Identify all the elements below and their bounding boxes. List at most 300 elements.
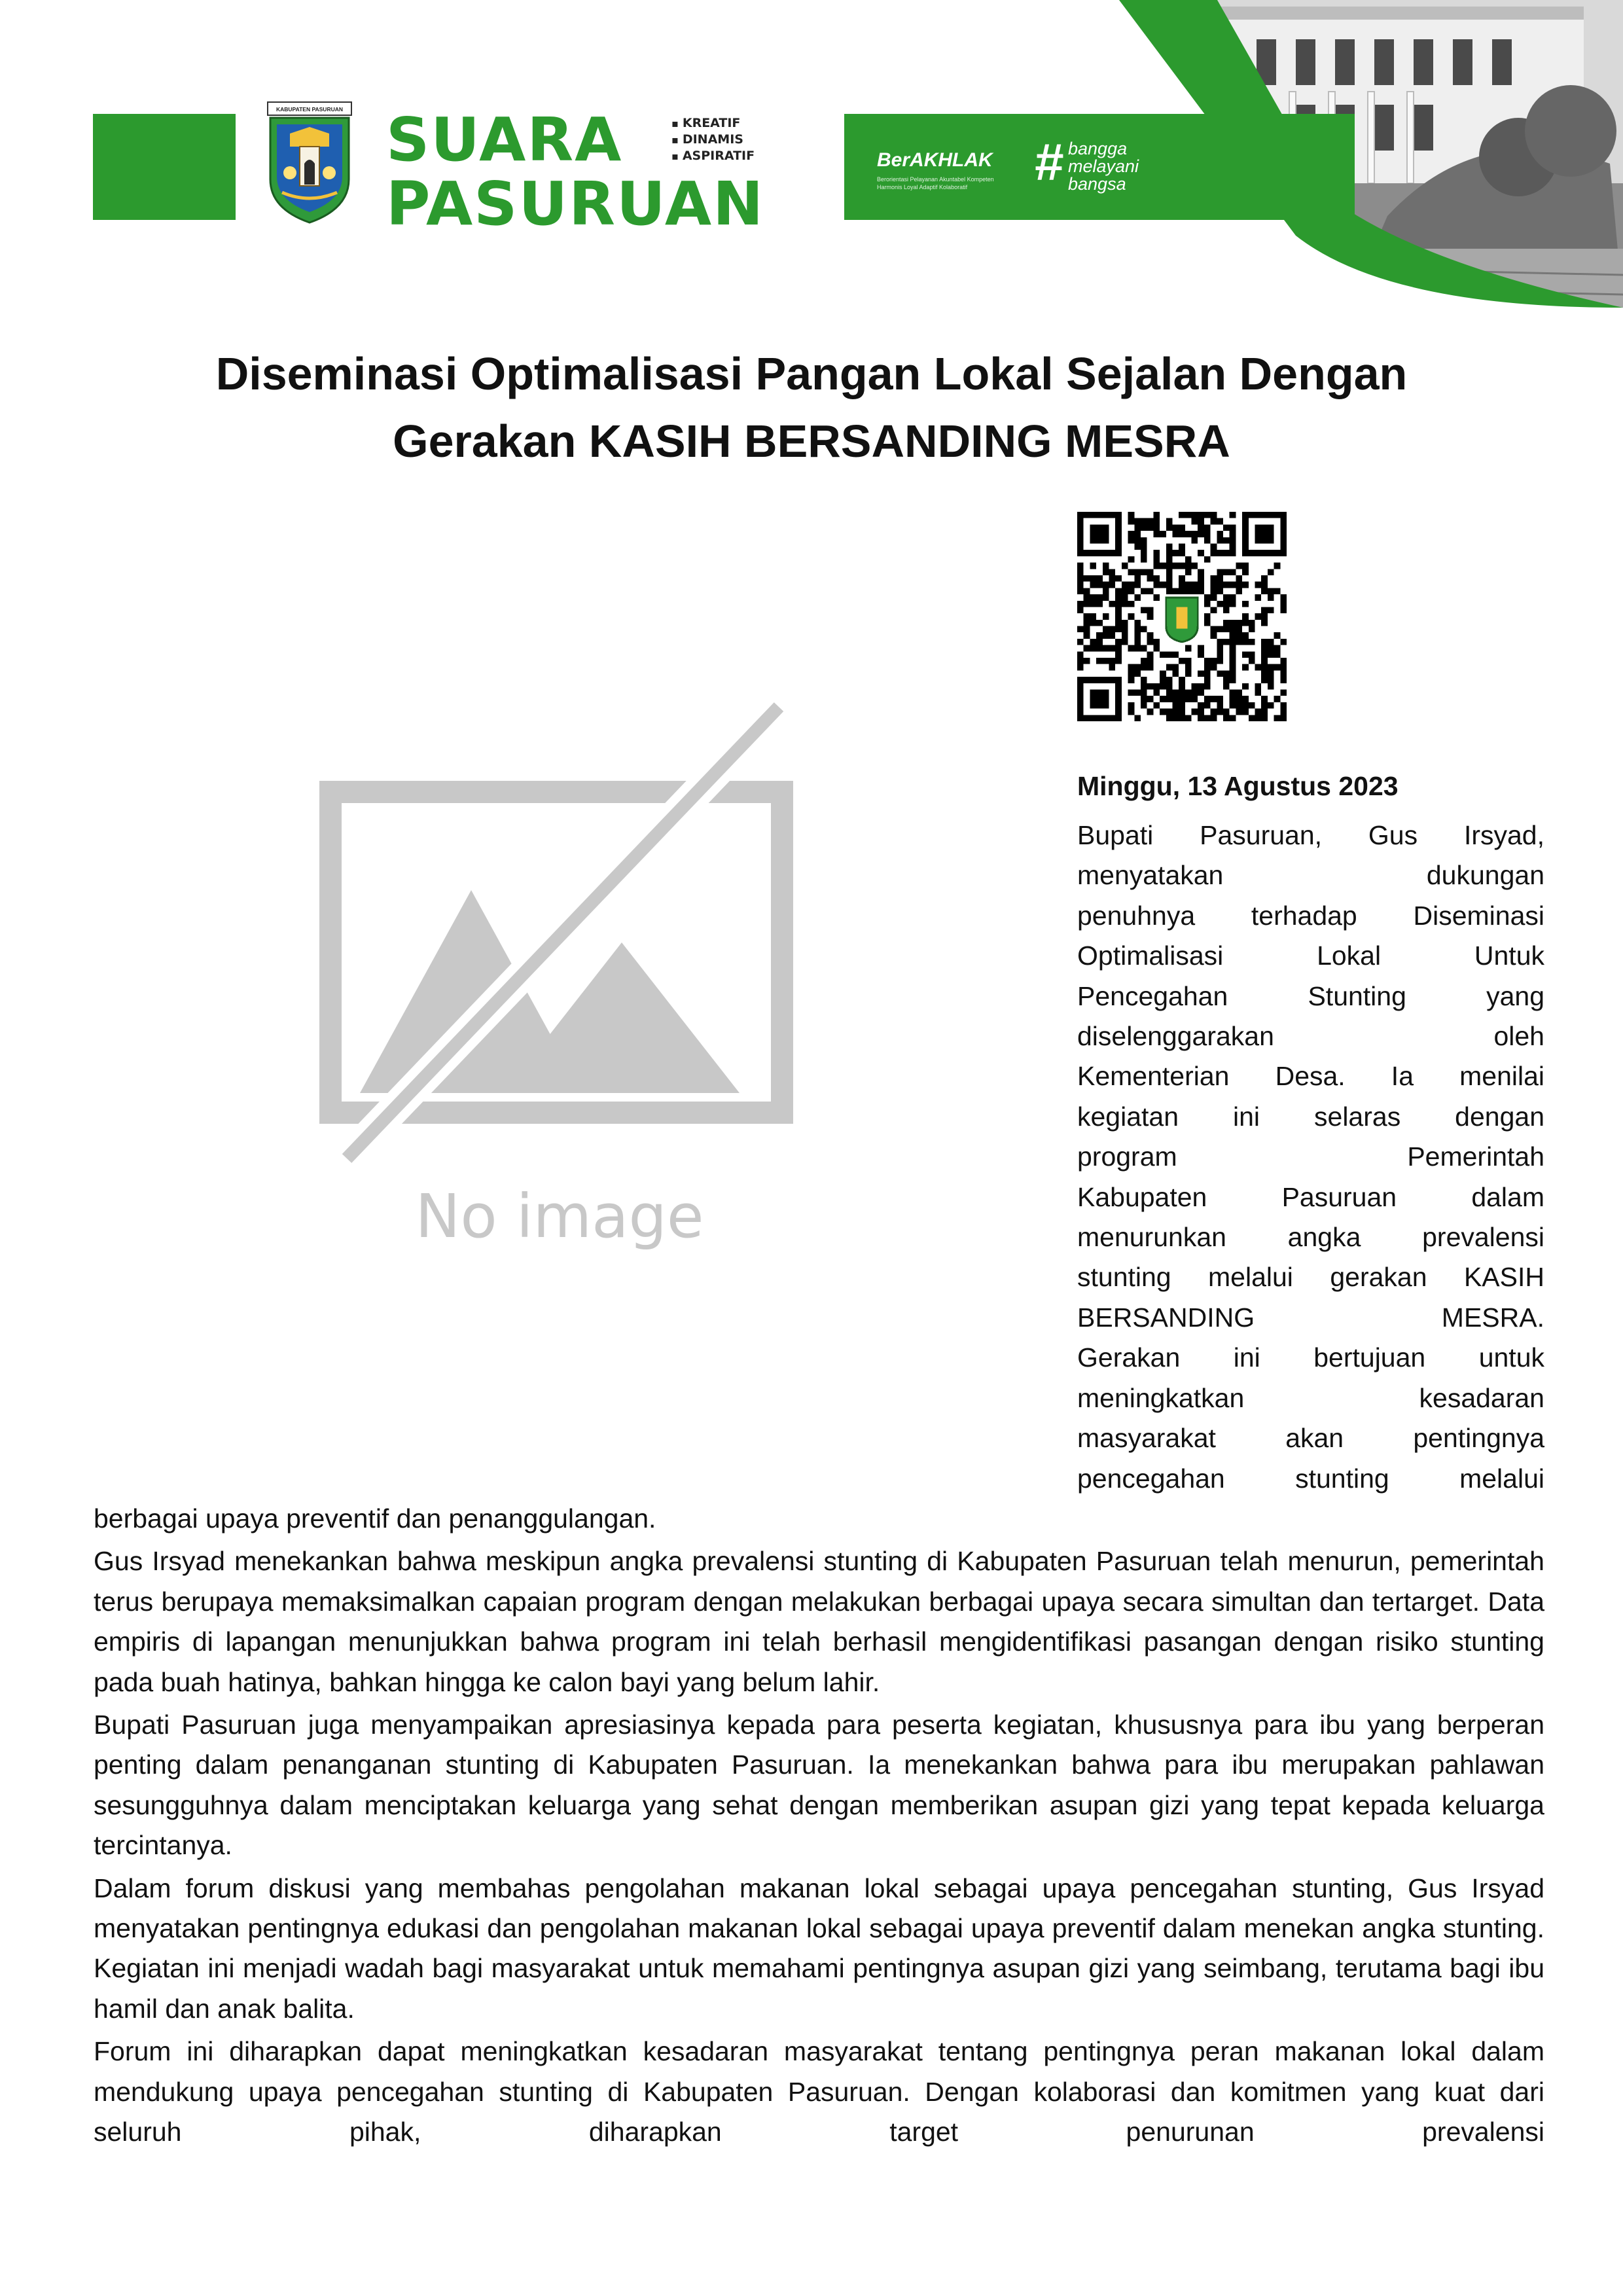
qr-module bbox=[1109, 664, 1115, 671]
qr-module bbox=[1103, 582, 1109, 588]
qr-module bbox=[1268, 588, 1274, 594]
qr-module bbox=[1084, 626, 1090, 633]
qr-module bbox=[1172, 531, 1179, 537]
qr-module bbox=[1160, 709, 1166, 715]
qr-module bbox=[1166, 550, 1173, 556]
qr-module bbox=[1103, 626, 1109, 633]
article-title-line-2: Gerakan KASIH BERSANDING MESRA bbox=[393, 416, 1230, 467]
qr-module bbox=[1141, 588, 1147, 594]
qr-module bbox=[1147, 569, 1154, 575]
tagline-item: ▪ DINAMIS bbox=[671, 132, 755, 148]
qr-module bbox=[1204, 613, 1211, 620]
no-image-placeholder bbox=[308, 700, 812, 1276]
qr-module bbox=[1141, 645, 1147, 652]
qr-module bbox=[1223, 569, 1230, 575]
qr-module bbox=[1128, 518, 1135, 525]
qr-module bbox=[1185, 658, 1192, 664]
qr-module bbox=[1211, 588, 1217, 594]
intro-column-line: diselenggarakan oleh bbox=[1077, 1021, 1544, 1052]
qr-module bbox=[1160, 531, 1166, 537]
qr-module bbox=[1179, 550, 1185, 556]
qr-module bbox=[1192, 696, 1198, 702]
qr-module bbox=[1217, 626, 1223, 633]
qr-module bbox=[1280, 702, 1287, 709]
qr-module bbox=[1230, 537, 1236, 544]
qr-module bbox=[1198, 512, 1204, 518]
qr-module bbox=[1230, 664, 1236, 671]
qr-module bbox=[1204, 601, 1211, 607]
qr-module bbox=[1261, 709, 1268, 715]
qr-module bbox=[1261, 677, 1268, 683]
qr-module bbox=[1242, 651, 1249, 658]
qr-module bbox=[1172, 651, 1179, 658]
qr-module bbox=[1204, 594, 1211, 601]
qr-module bbox=[1249, 658, 1255, 664]
no-image-label: No image bbox=[415, 1181, 704, 1251]
qr-module bbox=[1090, 613, 1096, 620]
qr-module bbox=[1261, 651, 1268, 658]
qr-module bbox=[1134, 531, 1141, 537]
qr-module bbox=[1179, 575, 1185, 582]
qr-module bbox=[1223, 550, 1230, 556]
qr-module bbox=[1242, 620, 1249, 626]
qr-module bbox=[1217, 702, 1223, 709]
qr-module bbox=[1153, 512, 1160, 518]
qr-module bbox=[1179, 690, 1185, 696]
qr-module bbox=[1242, 632, 1249, 639]
qr-module bbox=[1211, 664, 1217, 671]
qr-module bbox=[1122, 632, 1128, 639]
qr-module bbox=[1077, 639, 1084, 645]
intro-column-line: Kabupaten Pasuruan dalam bbox=[1077, 1181, 1544, 1212]
qr-module bbox=[1090, 594, 1096, 601]
qr-module bbox=[1122, 563, 1128, 569]
qr-module bbox=[1204, 556, 1211, 563]
qr-module bbox=[1217, 645, 1223, 652]
qr-module bbox=[1103, 613, 1109, 620]
qr-module bbox=[1077, 569, 1084, 575]
qr-module bbox=[1192, 582, 1198, 588]
qr-module bbox=[1103, 569, 1109, 575]
qr-module bbox=[1090, 639, 1096, 645]
qr-module bbox=[1166, 683, 1173, 690]
qr-module bbox=[1280, 658, 1287, 664]
qr-module bbox=[1204, 537, 1211, 544]
qr-module bbox=[1122, 620, 1128, 626]
qr-module bbox=[1115, 575, 1122, 582]
qr-module bbox=[1217, 601, 1223, 607]
qr-module bbox=[1134, 690, 1141, 696]
qr-module bbox=[1153, 575, 1160, 582]
qr-module bbox=[1084, 588, 1090, 594]
qr-module bbox=[1147, 709, 1154, 715]
qr-module bbox=[1147, 524, 1154, 531]
qr-module bbox=[1261, 702, 1268, 709]
qr-module bbox=[1268, 683, 1274, 690]
qr-module bbox=[1147, 639, 1154, 645]
qr-module bbox=[1236, 639, 1242, 645]
qr-module bbox=[1198, 575, 1204, 582]
qr-module bbox=[1217, 518, 1223, 525]
qr-module bbox=[1230, 702, 1236, 709]
qr-module bbox=[1204, 677, 1211, 683]
qr-module bbox=[1141, 658, 1147, 664]
qr-module bbox=[1134, 664, 1141, 671]
qr-module bbox=[1192, 563, 1198, 569]
qr-module bbox=[1179, 543, 1185, 550]
bangga-line: melayani bbox=[1068, 156, 1139, 176]
qr-module bbox=[1217, 582, 1223, 588]
qr-module bbox=[1242, 563, 1249, 569]
qr-module bbox=[1090, 563, 1096, 569]
intro-column-line: Gerakan ini bertujuan untuk bbox=[1077, 1342, 1544, 1373]
qr-module bbox=[1223, 626, 1230, 633]
qr-module bbox=[1192, 518, 1198, 525]
qr-module bbox=[1134, 537, 1141, 544]
qr-module bbox=[1236, 709, 1242, 715]
qr-module bbox=[1217, 531, 1223, 537]
paragraph-5: Forum ini diharapkan dapat meningkatkan kesadaran masyarakat tentang pentingnya peran makanan lokal dalam mendukung upaya pencegahan stunting di Kabupaten Pasuruan. Dengan kolaborasi dan komitmen yang kuat dari seluruh pihak, diharapkan target penurunan prevalensi bbox=[94, 2036, 1544, 2147]
qr-module bbox=[1261, 639, 1268, 645]
qr-module bbox=[1166, 588, 1173, 594]
qr-module bbox=[1166, 709, 1173, 715]
qr-module bbox=[1147, 613, 1154, 620]
qr-module bbox=[1147, 651, 1154, 658]
qr-module bbox=[1166, 582, 1173, 588]
qr-module bbox=[1274, 664, 1281, 671]
qr-module bbox=[1274, 651, 1281, 658]
qr-module bbox=[1096, 594, 1103, 601]
qr-module bbox=[1261, 664, 1268, 671]
qr-module bbox=[1166, 569, 1173, 575]
qr-module bbox=[1179, 512, 1185, 518]
qr-module bbox=[1217, 588, 1223, 594]
qr-module bbox=[1211, 607, 1217, 613]
qr-module bbox=[1236, 632, 1242, 639]
header-green-bar-left bbox=[93, 114, 236, 220]
brand-line-1: SUARA bbox=[386, 105, 623, 175]
qr-module bbox=[1198, 651, 1204, 658]
qr-module bbox=[1109, 626, 1115, 633]
qr-module bbox=[1198, 670, 1204, 677]
qr-module bbox=[1236, 588, 1242, 594]
qr-module bbox=[1160, 563, 1166, 569]
qr-module bbox=[1242, 702, 1249, 709]
qr-module bbox=[1172, 709, 1179, 715]
qr-module bbox=[1230, 543, 1236, 550]
qr-module bbox=[1103, 588, 1109, 594]
qr-module bbox=[1166, 690, 1173, 696]
qr-module bbox=[1077, 582, 1084, 588]
qr-module bbox=[1274, 632, 1281, 639]
qr-module bbox=[1230, 601, 1236, 607]
qr-module bbox=[1280, 601, 1287, 607]
qr-module bbox=[1261, 613, 1268, 620]
qr-module bbox=[1211, 709, 1217, 715]
qr-module bbox=[1077, 626, 1084, 633]
qr-module bbox=[1141, 626, 1147, 633]
intro-column-line: meningkatkan kesadaran bbox=[1077, 1382, 1544, 1413]
qr-module bbox=[1185, 512, 1192, 518]
bangga-line: bangsa bbox=[1068, 174, 1126, 194]
qr-module bbox=[1128, 601, 1135, 607]
qr-module bbox=[1077, 575, 1084, 582]
qr-module bbox=[1128, 664, 1135, 671]
qr-module bbox=[1166, 575, 1173, 582]
qr-module bbox=[1211, 658, 1217, 664]
qr-module bbox=[1230, 594, 1236, 601]
qr-module bbox=[1192, 537, 1198, 544]
qr-module bbox=[1261, 658, 1268, 664]
qr-module bbox=[1172, 696, 1179, 702]
qr-module bbox=[1236, 626, 1242, 633]
qr-module bbox=[1198, 531, 1204, 537]
article-body bbox=[94, 1499, 1544, 2153]
qr-module bbox=[1084, 601, 1090, 607]
qr-module bbox=[1115, 594, 1122, 601]
intro-column-line: BERSANDING MESRA. bbox=[1077, 1302, 1544, 1333]
qr-module bbox=[1185, 556, 1192, 563]
qr-module bbox=[1198, 524, 1204, 531]
qr-finder-top-right bbox=[1242, 512, 1287, 556]
qr-module bbox=[1185, 696, 1192, 702]
qr-module bbox=[1115, 639, 1122, 645]
qr-module bbox=[1084, 645, 1090, 652]
qr-module bbox=[1280, 715, 1287, 721]
qr-module bbox=[1115, 651, 1122, 658]
qr-module bbox=[1185, 582, 1192, 588]
qr-module bbox=[1230, 690, 1236, 696]
qr-module bbox=[1198, 550, 1204, 556]
qr-module bbox=[1249, 639, 1255, 645]
qr-module bbox=[1090, 575, 1096, 582]
qr-module bbox=[1147, 575, 1154, 582]
qr-module bbox=[1179, 658, 1185, 664]
qr-module bbox=[1242, 582, 1249, 588]
qr-module bbox=[1230, 531, 1236, 537]
qr-module bbox=[1160, 683, 1166, 690]
bangga-line: bangga bbox=[1068, 139, 1128, 158]
qr-module bbox=[1160, 582, 1166, 588]
pasuruan-crest-logo bbox=[264, 101, 355, 225]
qr-module bbox=[1077, 664, 1084, 671]
qr-module bbox=[1166, 651, 1173, 658]
qr-module bbox=[1280, 670, 1287, 677]
qr-module bbox=[1134, 639, 1141, 645]
qr-module bbox=[1128, 645, 1135, 652]
qr-module bbox=[1230, 645, 1236, 652]
qr-module bbox=[1153, 639, 1160, 645]
qr-module bbox=[1211, 512, 1217, 518]
qr-module bbox=[1230, 696, 1236, 702]
qr-module bbox=[1084, 575, 1090, 582]
qr-module bbox=[1204, 524, 1211, 531]
qr-finder-bottom-left bbox=[1077, 677, 1122, 721]
qr-module bbox=[1198, 715, 1204, 721]
qr-module bbox=[1274, 645, 1281, 652]
qr-module bbox=[1134, 543, 1141, 550]
qr-module bbox=[1268, 594, 1274, 601]
intro-column-line: Optimalisasi Lokal Untuk bbox=[1077, 941, 1544, 971]
qr-module bbox=[1230, 658, 1236, 664]
qr-module bbox=[1128, 569, 1135, 575]
qr-module bbox=[1160, 677, 1166, 683]
qr-module bbox=[1166, 677, 1173, 683]
qr-module bbox=[1109, 632, 1115, 639]
qr-module bbox=[1128, 690, 1135, 696]
qr-module bbox=[1242, 709, 1249, 715]
qr-module bbox=[1280, 709, 1287, 715]
qr-module bbox=[1211, 582, 1217, 588]
qr-code-image[interactable] bbox=[1077, 512, 1287, 721]
qr-module bbox=[1230, 550, 1236, 556]
qr-module bbox=[1268, 569, 1274, 575]
qr-module bbox=[1128, 512, 1135, 518]
qr-module bbox=[1115, 658, 1122, 664]
qr-module bbox=[1236, 582, 1242, 588]
qr-module bbox=[1077, 658, 1084, 664]
qr-module bbox=[1122, 601, 1128, 607]
qr-module bbox=[1223, 607, 1230, 613]
qr-module bbox=[1223, 709, 1230, 715]
qr-module bbox=[1261, 670, 1268, 677]
qr-module bbox=[1230, 569, 1236, 575]
qr-module bbox=[1280, 639, 1287, 645]
qr-module bbox=[1217, 651, 1223, 658]
article-title bbox=[65, 340, 1558, 475]
qr-module bbox=[1128, 582, 1135, 588]
qr-module bbox=[1103, 563, 1109, 569]
qr-module bbox=[1204, 683, 1211, 690]
qr-module bbox=[1211, 543, 1217, 550]
qr-module bbox=[1185, 690, 1192, 696]
qr-module bbox=[1134, 632, 1141, 639]
qr-module bbox=[1166, 664, 1173, 671]
paragraph-2: Gus Irsyad menekankan bahwa meskipun angka prevalensi stunting di Kabupaten Pasuruan telah menurun, pemerintah terus berupaya memaksimalkan capaian program dengan melakukan berbagai upaya secara simultan dan tertarget. Data empiris di lapangan menunjukkan bahwa program ini telah berhasil mengidentifikasi pasangan dengan risiko stunting pada buah hatinya, bahkan hingga ke calon bayi yang belum lahir. bbox=[94, 1546, 1544, 1697]
qr-module bbox=[1134, 594, 1141, 601]
qr-module bbox=[1166, 518, 1173, 525]
article-intro-column bbox=[1077, 816, 1544, 1499]
qr-module bbox=[1103, 645, 1109, 652]
qr-module bbox=[1084, 658, 1090, 664]
qr-module bbox=[1204, 715, 1211, 721]
qr-module bbox=[1268, 639, 1274, 645]
intro-column-line: penuhnya terhadap Diseminasi bbox=[1077, 900, 1544, 931]
qr-module bbox=[1230, 582, 1236, 588]
qr-module bbox=[1172, 690, 1179, 696]
qr-module bbox=[1084, 632, 1090, 639]
qr-module bbox=[1141, 550, 1147, 556]
page-header bbox=[0, 0, 1623, 308]
qr-module bbox=[1268, 702, 1274, 709]
qr-module bbox=[1134, 715, 1141, 721]
qr-module bbox=[1141, 683, 1147, 690]
qr-module bbox=[1134, 620, 1141, 626]
qr-module bbox=[1261, 715, 1268, 721]
qr-module bbox=[1128, 709, 1135, 715]
qr-module bbox=[1242, 664, 1249, 671]
qr-module bbox=[1255, 709, 1262, 715]
qr-module bbox=[1153, 702, 1160, 709]
qr-module bbox=[1198, 690, 1204, 696]
qr-module bbox=[1147, 696, 1154, 702]
berakhlak-logo: BerAKHLAK bbox=[877, 149, 993, 171]
qr-module bbox=[1249, 651, 1255, 658]
intro-column-line: Pencegahan Stunting yang bbox=[1077, 980, 1544, 1011]
qr-module bbox=[1198, 683, 1204, 690]
qr-module bbox=[1217, 550, 1223, 556]
qr-module bbox=[1141, 677, 1147, 683]
qr-module bbox=[1223, 537, 1230, 544]
qr-module bbox=[1268, 670, 1274, 677]
qr-module bbox=[1255, 664, 1262, 671]
berakhlak-subtext: Berorientasi Pelayanan Akuntabel Kompeten Harmonis Loyal Adaptif Kolaboratif bbox=[877, 176, 994, 190]
qr-module bbox=[1179, 709, 1185, 715]
qr-module bbox=[1134, 645, 1141, 652]
qr-module bbox=[1166, 715, 1173, 721]
qr-module bbox=[1153, 645, 1160, 652]
qr-module bbox=[1103, 594, 1109, 601]
qr-module bbox=[1096, 575, 1103, 582]
qr-module bbox=[1109, 575, 1115, 582]
qr-module bbox=[1223, 601, 1230, 607]
tagline-item: ▪ ASPIRATIF bbox=[671, 148, 755, 164]
qr-module bbox=[1096, 632, 1103, 639]
qr-module bbox=[1192, 709, 1198, 715]
qr-module bbox=[1192, 588, 1198, 594]
qr-module bbox=[1128, 677, 1135, 683]
qr-module bbox=[1077, 601, 1084, 607]
qr-module bbox=[1128, 537, 1135, 544]
qr-module bbox=[1077, 651, 1084, 658]
qr-module bbox=[1223, 594, 1230, 601]
qr-module bbox=[1179, 582, 1185, 588]
qr-module bbox=[1122, 588, 1128, 594]
qr-module bbox=[1249, 715, 1255, 721]
qr-module bbox=[1077, 588, 1084, 594]
qr-module bbox=[1109, 658, 1115, 664]
qr-module bbox=[1236, 690, 1242, 696]
qr-module bbox=[1185, 569, 1192, 575]
qr-module bbox=[1255, 690, 1262, 696]
qr-module bbox=[1096, 658, 1103, 664]
qr-module bbox=[1185, 670, 1192, 677]
qr-module bbox=[1115, 588, 1122, 594]
qr-module bbox=[1141, 569, 1147, 575]
qr-module bbox=[1172, 550, 1179, 556]
qr-module bbox=[1274, 563, 1281, 569]
qr-module bbox=[1153, 563, 1160, 569]
qr-module bbox=[1198, 645, 1204, 652]
qr-module bbox=[1192, 690, 1198, 696]
intro-column-line: Kementerian Desa. Ia menilai bbox=[1077, 1061, 1544, 1092]
qr-module bbox=[1179, 715, 1185, 721]
qr-module bbox=[1255, 594, 1262, 601]
qr-module bbox=[1261, 575, 1268, 582]
qr-module bbox=[1153, 582, 1160, 588]
qr-module bbox=[1274, 696, 1281, 702]
qr-module bbox=[1198, 702, 1204, 709]
qr-module bbox=[1242, 569, 1249, 575]
qr-module bbox=[1204, 658, 1211, 664]
qr-module bbox=[1211, 518, 1217, 525]
qr-module bbox=[1198, 569, 1204, 575]
qr-module bbox=[1147, 588, 1154, 594]
qr-module bbox=[1141, 556, 1147, 563]
qr-module bbox=[1204, 531, 1211, 537]
qr-module bbox=[1242, 613, 1249, 620]
qr-module bbox=[1223, 620, 1230, 626]
